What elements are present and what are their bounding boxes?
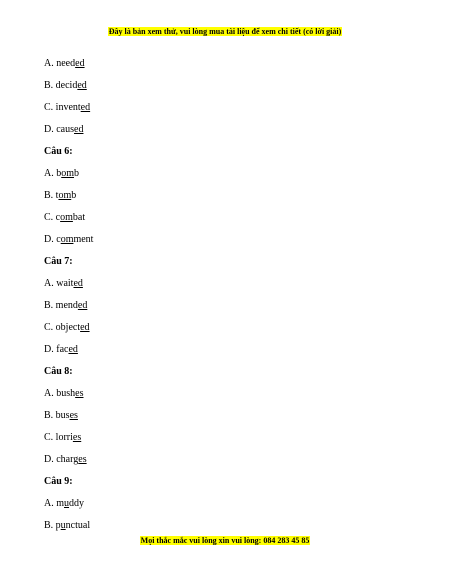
option-word-start: bush [56,388,76,399]
option-underlined-sound: om [58,190,72,201]
option-underlined-sound: es [72,432,82,443]
answer-option [44,493,414,515]
answer-option [44,317,414,339]
option-label: A. [44,388,57,399]
option-word-start: bus [55,410,70,421]
answer-option [44,185,414,207]
option-underlined-sound: es [78,454,87,465]
option-label: D. [44,344,57,355]
contact-text: Mọi thắc mắc vui lòng xin vui lòng: 084 283 45 85 [140,536,310,545]
exercise-content [44,53,414,537]
option-label: D. [44,124,57,135]
option-word-end: ment [73,234,94,245]
option-underlined-sound: ed [68,344,78,355]
option-underlined-sound: ed [80,322,90,333]
question-number: Câu 9: [44,476,73,487]
answer-option [44,229,414,251]
option-word-start: caus [56,124,75,135]
answer-option [44,515,414,537]
option-underlined-sound: ed [80,102,91,113]
question-number: Câu 7: [44,256,73,267]
question-heading [44,471,414,493]
option-underlined-sound: ed [77,300,88,311]
question-heading [44,141,414,163]
option-word-end: nctual [65,520,91,531]
answer-option [44,339,414,361]
preview-notice-text: Đây là bản xem thử, vui lòng mua tài liệu để xem chi tiết (có lời giải) [108,27,342,36]
option-underlined-sound: es [75,388,84,399]
answer-option [44,295,414,317]
option-label: A. [44,168,57,179]
option-word-start: m [56,498,65,509]
option-label: B. [44,410,56,421]
option-word-start: c [56,234,61,245]
option-label: A. [44,58,57,69]
option-word-start: b [56,168,62,179]
answer-option [44,75,414,97]
option-word-start: charg [56,454,79,465]
question-heading [44,361,414,383]
question-number: Câu 8: [44,366,73,377]
answer-option [44,273,414,295]
answer-option [44,53,414,75]
option-underlined-sound: om [60,234,74,245]
option-label: B. [44,300,56,311]
option-label: A. [44,498,57,509]
option-word-start: t [55,190,59,201]
answer-option [44,119,414,141]
option-label: C. [44,432,56,443]
option-underlined-sound: u [64,498,70,509]
option-label: B. [44,190,56,201]
option-underlined-sound: es [69,410,78,421]
option-label: C. [44,322,56,333]
option-underlined-sound: ed [73,278,83,289]
question-heading [44,251,414,273]
contact-banner [0,536,450,546]
option-word-end: b [74,168,80,179]
answer-option [44,97,414,119]
option-underlined-sound: om [60,212,73,223]
option-label: C. [44,102,56,113]
option-word-start: fac [56,344,69,355]
answer-option [44,207,414,229]
option-word-start: lorri [55,432,73,443]
option-underlined-sound: u [60,520,66,531]
option-word-start: decid [55,80,78,91]
option-label: A. [44,278,57,289]
option-label: D. [44,454,57,465]
option-word-end: ddy [69,498,85,509]
option-word-start: need [56,58,76,69]
answer-option [44,427,414,449]
option-label: D. [44,234,57,245]
option-word-start: object [55,322,81,333]
answer-option [44,163,414,185]
option-word-start: mend [55,300,78,311]
option-word-end: b [71,190,77,201]
option-underlined-sound: ed [74,124,84,135]
option-word-start: wait [56,278,74,289]
option-underlined-sound: ed [77,80,87,91]
question-number: Câu 6: [44,146,73,157]
option-word-end: bat [72,212,86,223]
option-label: B. [44,520,56,531]
option-label: C. [44,212,56,223]
option-word-start: p [55,520,61,531]
option-underlined-sound: om [61,168,75,179]
answer-option [44,449,414,471]
option-word-start: invent [55,102,81,113]
answer-option [44,383,414,405]
option-label: B. [44,80,56,91]
option-word-start: c [55,212,61,223]
answer-option [44,405,414,427]
option-underlined-sound: ed [75,58,85,69]
preview-notice-banner [0,27,450,37]
